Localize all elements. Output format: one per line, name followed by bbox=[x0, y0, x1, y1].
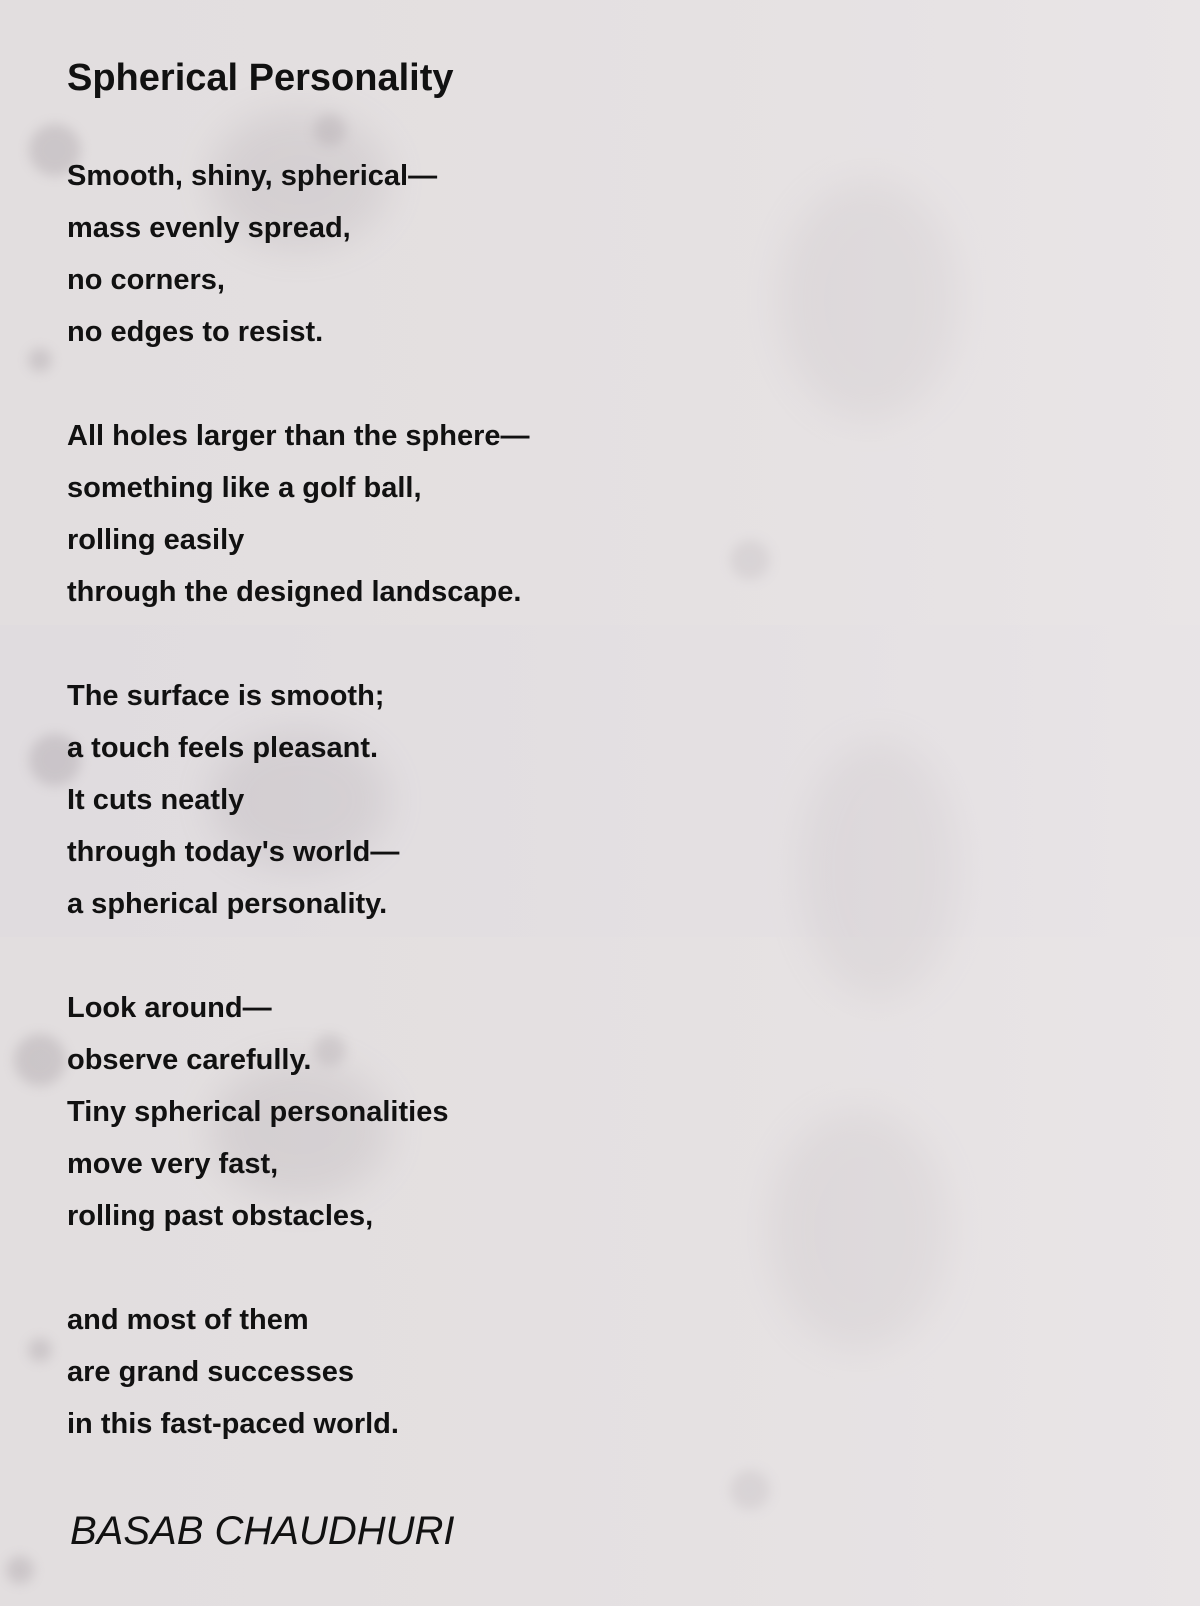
poem-line: Look around— bbox=[67, 992, 272, 1024]
poem-line: observe carefully. bbox=[67, 1044, 312, 1076]
poem-line: move very fast, bbox=[67, 1148, 279, 1180]
stanza-4 bbox=[67, 982, 530, 1242]
stanza-5 bbox=[67, 1294, 530, 1450]
poem-line: through the designed landscape. bbox=[67, 576, 522, 608]
poem-line: All holes larger than the sphere— bbox=[67, 420, 530, 452]
poem-line: It cuts neatly bbox=[67, 784, 245, 816]
poem-line: Tiny spherical personalities bbox=[67, 1096, 449, 1128]
poem-line: through today's world— bbox=[67, 836, 400, 868]
poem-line: no corners, bbox=[67, 264, 225, 296]
poem-line: rolling easily bbox=[67, 524, 245, 556]
poem-line: a spherical personality. bbox=[67, 888, 388, 920]
poem-line: a touch feels pleasant. bbox=[67, 732, 379, 764]
stanza-2 bbox=[67, 410, 530, 618]
poem-line: and most of them bbox=[67, 1304, 309, 1336]
poem-title: Spherical Personality bbox=[67, 57, 454, 99]
poem-line: are grand successes bbox=[67, 1356, 354, 1388]
stanza-3 bbox=[67, 670, 530, 930]
poem-line: Smooth, shiny, spherical— bbox=[67, 160, 438, 192]
poem-line: The surface is smooth; bbox=[67, 680, 385, 712]
poem-line: no edges to resist. bbox=[67, 316, 324, 348]
poem-line: mass evenly spread, bbox=[67, 212, 351, 244]
stanza-1 bbox=[67, 150, 530, 358]
poem-author: BASAB CHAUDHURI bbox=[70, 1509, 455, 1553]
poem-body bbox=[67, 150, 530, 1502]
poem-line: rolling past obstacles, bbox=[67, 1200, 374, 1232]
poem-line: in this fast-paced world. bbox=[67, 1408, 399, 1440]
poem-line: something like a golf ball, bbox=[67, 472, 422, 504]
